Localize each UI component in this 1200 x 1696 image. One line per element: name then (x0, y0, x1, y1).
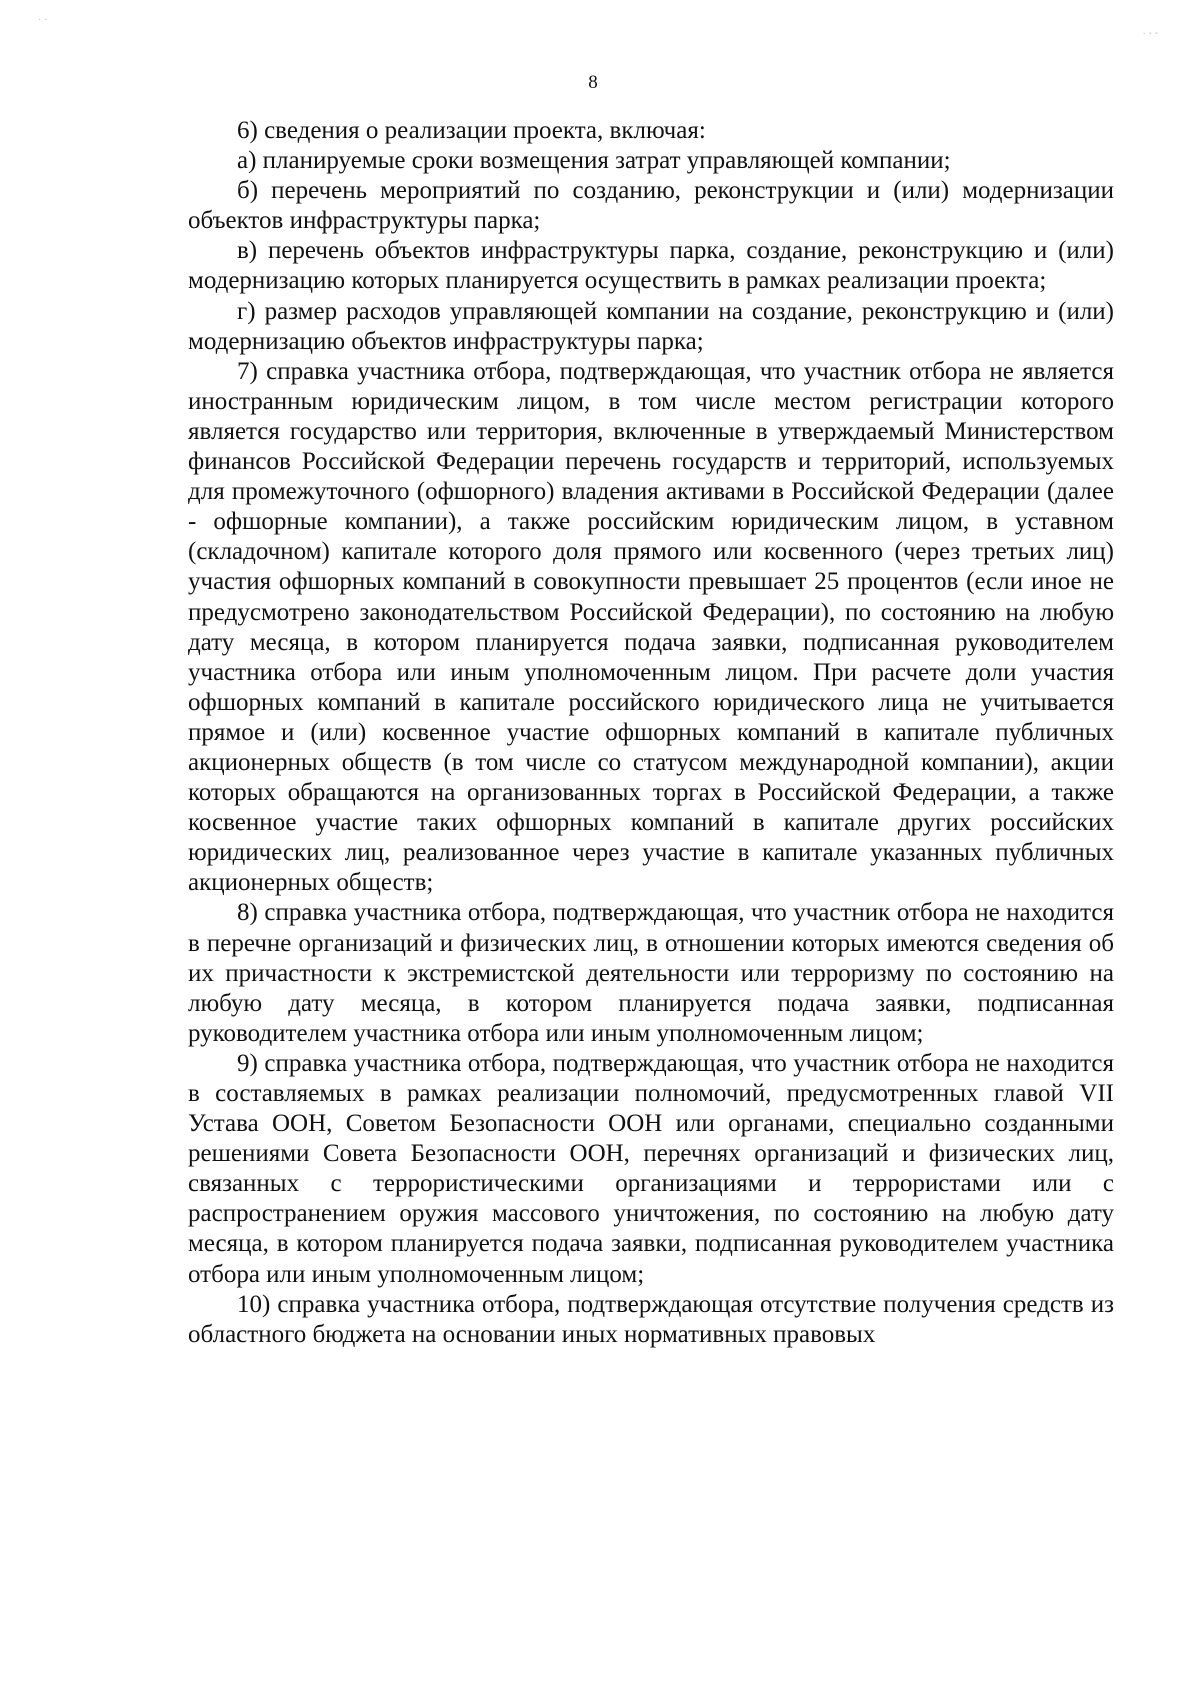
paragraph-item-7: 7) справка участника отбора, подтверждающая, что участник отбора не является иностранным юридическим лицом, в том числе местом регистрации которого является государство или территория, включенные в утверждаемый Министерством финансов Российской Федерации перечень государств и территорий, используемых для промежуточного (офшорного) владения активами в Российской Федерации (далее - офшорные компании), а также российским юридическим лицом, в уставном (складочном) капитале которого доля прямого или косвенного (через третьих лиц) участия офшорных компаний в совокупности превышает 25 процентов (если иное не предусмотрено законодательством Российской Федерации), по состоянию на любую дату месяца, в котором планируется подача заявки, подписанная руководителем участника отбора или иным уполномоченным лицом. При расчете доли участия офшорных компаний в капитале российского юридического лица не учитывается прямое и (или) косвенное участие офшорных компаний в капитале публичных акционерных обществ (в том числе со статусом международной компании), акции которых обращаются на организованных торгах в Российской Федерации, а также косвенное участие таких офшорных компаний в капитале других российских юридических лиц, реализованное через участие в капитале указанных публичных акционерных обществ; (188, 357, 1114, 897)
page-number: 8 (588, 72, 598, 93)
paragraph-subitem-g: г) размер расходов управляющей компании на создание, реконструкцию и (или) модернизацию объектов инфраструктуры парка; (188, 297, 1114, 355)
paragraph-subitem-v: в) перечень объектов инфраструктуры парка, создание, реконструкцию и (или) модернизацию которых планируется осуществить в рамках реализации проекта; (188, 237, 1114, 295)
paragraph-item-9: 9) справка участника отбора, подтверждающая, что участник отбора не находится в составляемых в рамках реализации полномочий, предусмотренных главой VII Устава ООН, Советом Безопасности ООН или органами, специально созданными решениями Совета Безопасности ООН, перечнях организаций и физических лиц, связанных с террористическими организациями и террористами или с распространением оружия массового уничтожения, по состоянию на любую дату месяца, в котором планируется подача заявки, подписанная руководителем участника отбора или иным уполномоченным лицом; (188, 1049, 1114, 1288)
scan-artifact-mark: · - - (1142, 28, 1158, 39)
scan-artifact-mark: · · (38, 14, 48, 25)
document-body (188, 116, 1114, 1350)
paragraph-subitem-b: б) перечень мероприятий по созданию, реконструкции и (или) модернизации объектов инфраструктуры парка; (188, 177, 1114, 235)
paragraph-item-8: 8) справка участника отбора, подтверждающая, что участник отбора не находится в перечне организаций и физических лиц, в отношении которых имеются сведения об их причастности к экстремистской деятельности или терроризму по состоянию на любую дату месяца, в котором планируется подача заявки, подписанная руководителем участника отбора или иным уполномоченным лицом; (188, 899, 1114, 1047)
paragraph-item-10: 10) справка участника отбора, подтверждающая отсутствие получения средств из областного бюджета на основании иных нормативных правовых (188, 1290, 1114, 1348)
paragraph-subitem-a: а) планируемые сроки возмещения затрат управляющей компании; (237, 147, 951, 175)
paragraph-item-6: 6) сведения о реализации проекта, включая: (237, 117, 706, 144)
